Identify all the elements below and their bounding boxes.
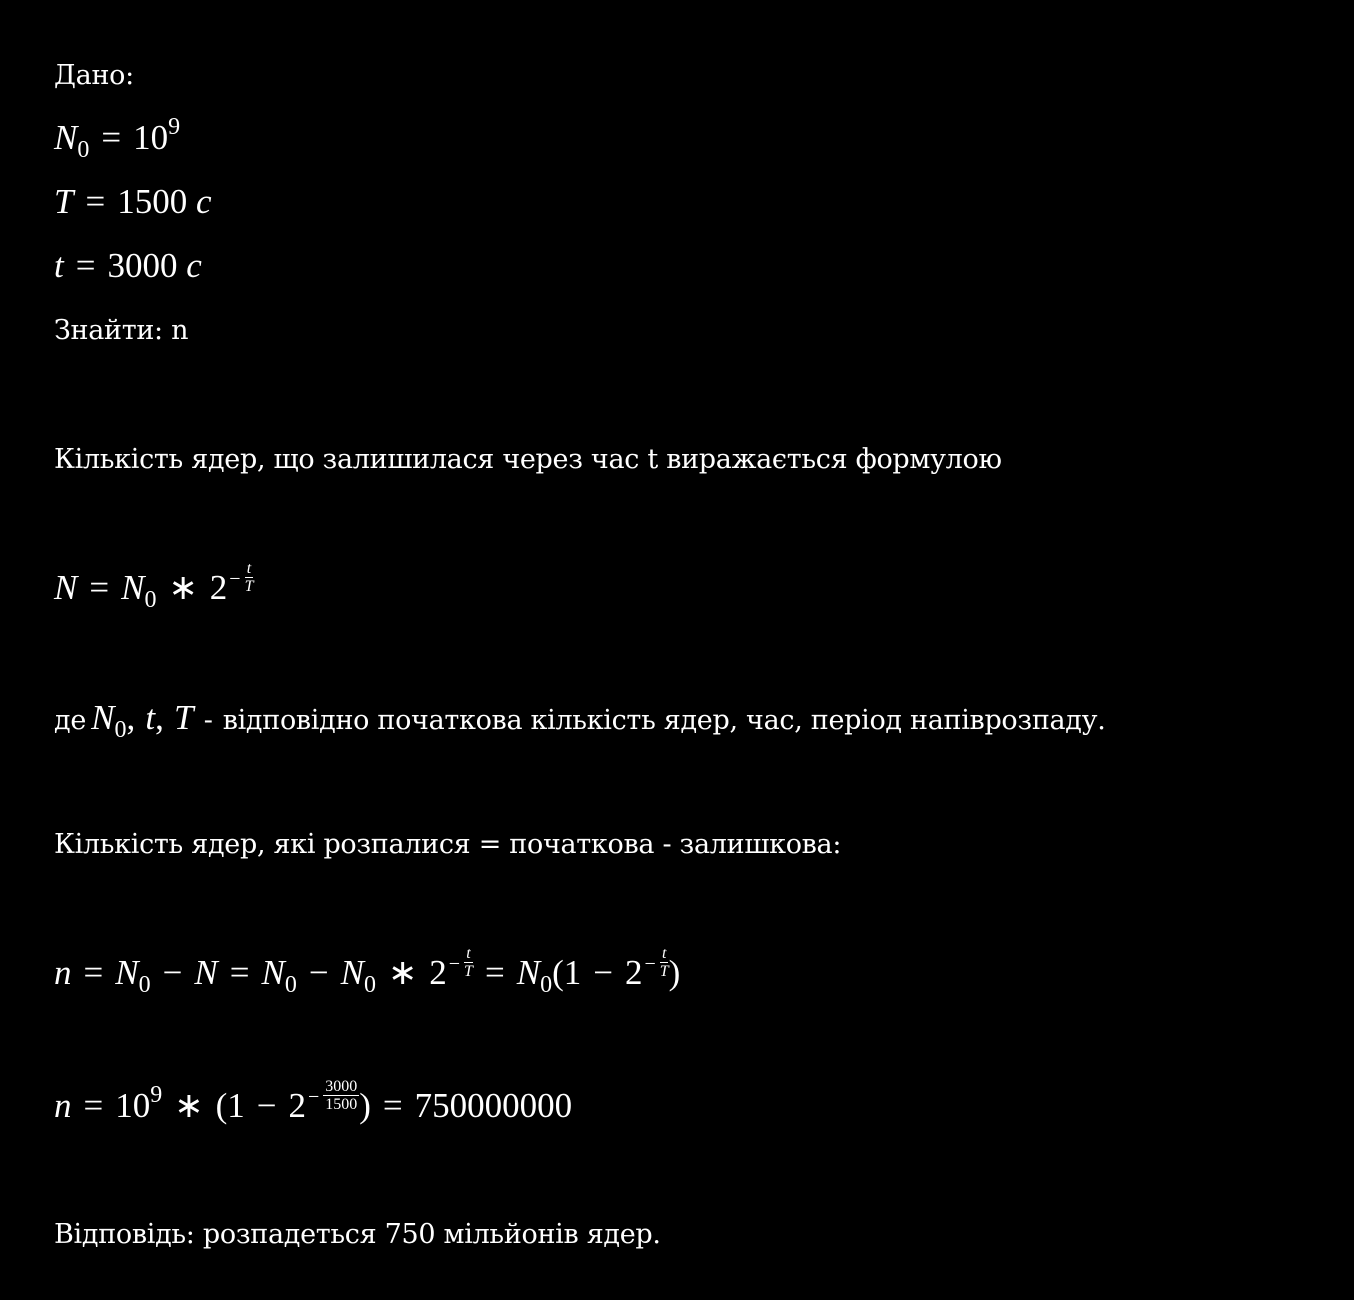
denominator: 1500 — [325, 1096, 358, 1113]
given-t — [54, 246, 202, 286]
separator: , — [155, 698, 164, 737]
parenthesis: ( — [552, 953, 564, 992]
given-n0 — [54, 114, 181, 163]
fraction — [660, 945, 669, 980]
operator: − — [308, 953, 329, 992]
operator: = — [83, 953, 104, 992]
subscript: 0 — [144, 587, 157, 613]
variable: N — [516, 953, 541, 992]
variable: N — [54, 118, 78, 157]
numerator: 3000 — [325, 1078, 358, 1095]
number: 2 — [288, 1086, 306, 1125]
operator: − — [229, 568, 241, 590]
denominator: T — [244, 578, 254, 595]
number: 3000 — [107, 246, 178, 285]
denominator: T — [464, 963, 473, 980]
denominator: T — [659, 963, 669, 980]
variable: t — [54, 246, 64, 285]
superscript: 9 — [168, 114, 181, 140]
parenthesis: ( — [215, 1086, 228, 1125]
formula-calculation — [54, 1078, 573, 1135]
superscript: 9 — [150, 1082, 163, 1108]
text: де — [54, 705, 87, 736]
fraction — [245, 560, 254, 595]
formula-remaining — [54, 560, 254, 617]
operator: ∗ — [168, 568, 198, 607]
variable: n — [54, 1086, 72, 1125]
variable: N — [194, 953, 218, 992]
fraction — [464, 945, 473, 980]
variable: N — [54, 568, 78, 607]
parenthesis: ) — [359, 1086, 371, 1125]
subscript: 0 — [540, 972, 553, 998]
operator: = — [75, 246, 96, 285]
given-T — [54, 182, 212, 222]
paragraph-remaining: Кількість ядер, що залишилася через час t виражається формулою — [54, 444, 1002, 475]
operator: ∗ — [387, 953, 418, 992]
variable: N — [115, 953, 139, 992]
variable: T — [54, 182, 74, 221]
subscript: 0 — [77, 137, 90, 163]
variable: t — [145, 698, 156, 737]
operator: = — [85, 182, 106, 221]
operator: − — [256, 1086, 277, 1125]
variable: n — [54, 953, 72, 992]
operator: − — [307, 1086, 320, 1108]
number: 2 — [209, 568, 228, 607]
operator: − — [448, 953, 461, 975]
subscript: 0 — [363, 972, 376, 998]
numerator: t — [246, 560, 252, 577]
find-label: Знайти: n — [54, 315, 189, 346]
number: 10 — [115, 1086, 151, 1125]
unit: c — [195, 182, 212, 221]
text: відповідно початкова кількість ядер, час, період напіврозпаду. — [222, 705, 1106, 736]
given-label: Дано: — [54, 60, 134, 91]
subscript: 0 — [138, 972, 151, 998]
exponent — [448, 945, 473, 988]
exponent — [307, 1078, 359, 1121]
result: 750000000 — [414, 1086, 573, 1125]
operator: − — [593, 953, 613, 992]
exponent — [229, 560, 254, 603]
unit: c — [186, 246, 202, 285]
operator: = — [89, 568, 110, 607]
operator: = — [382, 1086, 403, 1125]
answer: Відповідь: розпадеться 750 мільйонів ядер. — [54, 1219, 661, 1250]
operator: = — [484, 953, 505, 992]
number: 1500 — [117, 182, 188, 221]
variable: T — [174, 698, 194, 737]
variable: N — [121, 568, 145, 607]
exponent — [644, 945, 669, 988]
operator: = — [229, 953, 250, 992]
paragraph-decayed: Кількість ядер, які розпалися = початкова - залишкова: — [54, 829, 842, 860]
operator: = — [101, 118, 122, 157]
variable: N — [261, 953, 285, 992]
numerator: t — [661, 945, 667, 962]
number: 2 — [429, 953, 447, 992]
fraction — [323, 1078, 359, 1113]
variable: N — [91, 698, 115, 737]
subscript: 0 — [114, 717, 127, 743]
number: 10 — [133, 118, 169, 157]
subscript: 0 — [284, 972, 297, 998]
separator: , — [126, 698, 136, 737]
variable: N — [340, 953, 364, 992]
parenthesis: ) — [668, 953, 681, 992]
operator: = — [83, 1086, 104, 1125]
operator: − — [162, 953, 183, 992]
operator: ∗ — [174, 1086, 204, 1125]
number: 1 — [227, 1086, 245, 1125]
paragraph-definitions — [54, 698, 1106, 743]
number: 2 — [624, 953, 643, 992]
numerator: t — [466, 945, 471, 962]
dash: - — [203, 705, 213, 736]
formula-decayed — [54, 945, 681, 1002]
operator: − — [644, 953, 656, 975]
number: 1 — [563, 953, 582, 992]
